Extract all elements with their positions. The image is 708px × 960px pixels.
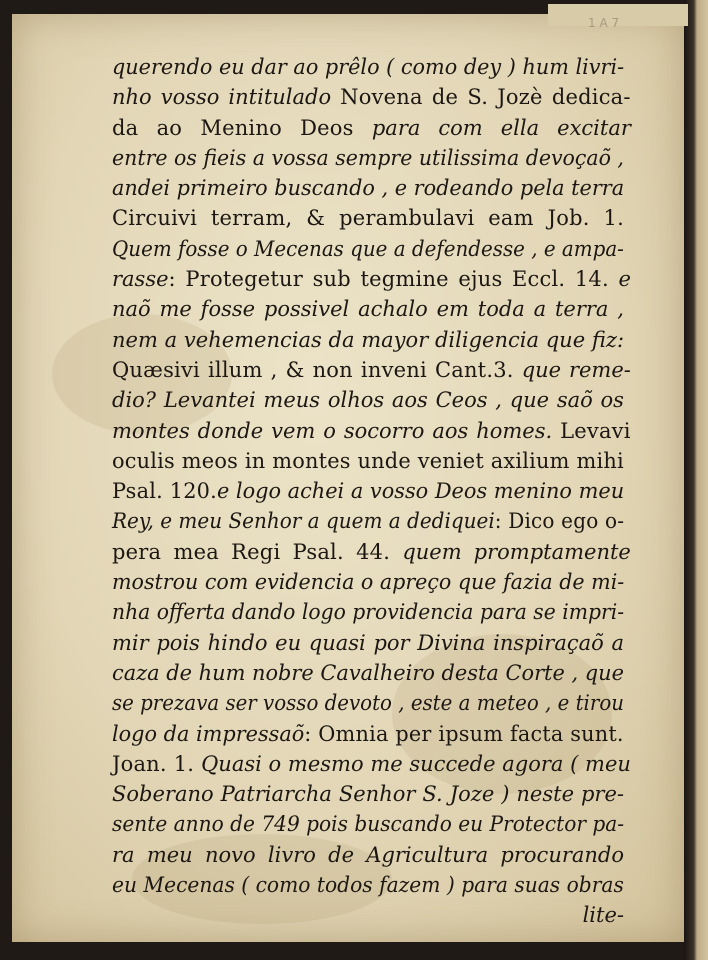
italic-text-segment: sente anno de 749 pois buscando eu Protector pa- xyxy=(112,812,625,837)
italic-text-segment: lite- xyxy=(582,903,624,928)
text-line xyxy=(112,688,624,718)
italic-text-segment: nem a vehemencias da mayor diligencia que fiz: xyxy=(112,327,625,352)
text-line xyxy=(112,264,631,294)
italic-text-segment: eu Mecenas ( como todos fazem ) para suas obras xyxy=(112,873,624,898)
italic-text-segment: entre os fieis a vossa sempre utilissima devoçaõ , xyxy=(112,145,624,170)
italic-text-segment: e xyxy=(618,267,631,292)
binding-edge xyxy=(684,0,708,960)
text-line xyxy=(112,628,624,658)
text-line xyxy=(112,870,624,900)
text-line xyxy=(112,385,624,415)
italic-text-segment: andei primeiro buscando , e rodeando pela terra xyxy=(112,176,625,201)
text-line xyxy=(112,597,625,627)
italic-text-segment: nho vosso intitulado xyxy=(112,85,341,110)
text-line xyxy=(112,749,631,779)
text-line xyxy=(112,294,624,324)
italic-text-segment: querendo eu dar ao prêlo ( como dey ) hum livri- xyxy=(112,55,625,79)
text-line xyxy=(112,52,625,82)
text-line xyxy=(112,779,624,809)
italic-text-segment: mir pois hindo eu quasi por Divina inspiraçaõ a xyxy=(112,630,624,655)
italic-text-segment: quem promptamente xyxy=(402,539,631,564)
roman-text-segment: : Omnia per ipsum facta sunt. xyxy=(304,721,624,746)
italic-text-segment: mostrou com evidencia o apreço que fazia de mi- xyxy=(112,570,625,595)
italic-text-segment: naõ me fosse possivel achalo em toda a terra , xyxy=(112,297,624,322)
text-line xyxy=(112,203,624,233)
roman-text-segment: Joan. 1. xyxy=(112,751,202,776)
italic-text-segment: se prezava ser vosso devoto , este a meteo , e tirou xyxy=(112,691,624,716)
italic-text-segment: para com ella excitar xyxy=(371,115,631,140)
italic-text-segment: Quem fosse o Mecenas que a defendesse , e ampa- xyxy=(112,236,624,261)
text-line xyxy=(112,719,624,749)
roman-text-segment: pera mea Regi Psal. 44. xyxy=(112,539,403,564)
text-line xyxy=(112,173,625,203)
text-line xyxy=(112,809,625,839)
italic-text-segment: Rey, e meu Senhor a quem a dediquei xyxy=(112,509,495,534)
text-line xyxy=(112,325,624,355)
roman-text-segment: Circuivi terram, & perambulavi eam Job. 1. xyxy=(112,206,624,231)
italic-text-segment: Quasi o mesmo me succede agora ( meu xyxy=(201,751,631,776)
roman-text-segment: Novena de S. Jozè dedica- xyxy=(340,85,631,110)
pencil-annotation: 1 A 7 xyxy=(588,16,620,30)
text-line xyxy=(112,537,631,567)
text-line xyxy=(112,506,625,536)
roman-text-segment: : Dico ego o- xyxy=(494,509,625,534)
text-line xyxy=(112,476,625,506)
text-line xyxy=(112,113,631,143)
text-line xyxy=(112,82,631,112)
italic-text-segment: caza de hum nobre Cavalheiro desta Corte , que xyxy=(112,660,624,685)
roman-text-segment: oculis meos in montes unde veniet axilium mihi xyxy=(112,448,624,473)
italic-text-segment: Soberano Patriarcha Senhor S. Joze ) neste pre- xyxy=(112,782,624,807)
roman-text-segment: Levavi xyxy=(560,418,631,443)
text-line xyxy=(112,446,624,476)
italic-text-segment: dio? Levantei meus olhos aos Ceos , que saõ os xyxy=(112,388,624,413)
text-line xyxy=(112,234,624,264)
text-line xyxy=(112,416,631,446)
body-text xyxy=(112,52,631,931)
italic-text-segment: rasse xyxy=(112,267,169,292)
roman-text-segment: Quæsivi illum , & non inveni Cant.3. xyxy=(112,357,522,382)
text-line xyxy=(112,567,625,597)
italic-text-segment: e logo achei a vosso Deos menino meu xyxy=(216,479,625,504)
text-line xyxy=(112,900,624,930)
italic-text-segment: ra meu novo livro de Agricultura procurando xyxy=(112,842,625,867)
text-line xyxy=(112,658,624,688)
italic-text-segment: montes donde vem o socorro aos homes. xyxy=(112,418,561,443)
italic-text-segment: que reme- xyxy=(521,357,631,382)
roman-text-segment: da ao Menino Deos xyxy=(112,115,372,140)
italic-text-segment: logo da impressaõ xyxy=(112,721,305,746)
text-line xyxy=(112,840,624,870)
text-line xyxy=(112,355,631,385)
roman-text-segment: : Protegetur sub tegmine ejus Eccl. 14. xyxy=(168,267,619,292)
text-line xyxy=(112,143,624,173)
roman-text-segment: Psal. 120. xyxy=(112,479,217,504)
italic-text-segment: nha offerta dando logo providencia para se impri- xyxy=(112,600,625,625)
